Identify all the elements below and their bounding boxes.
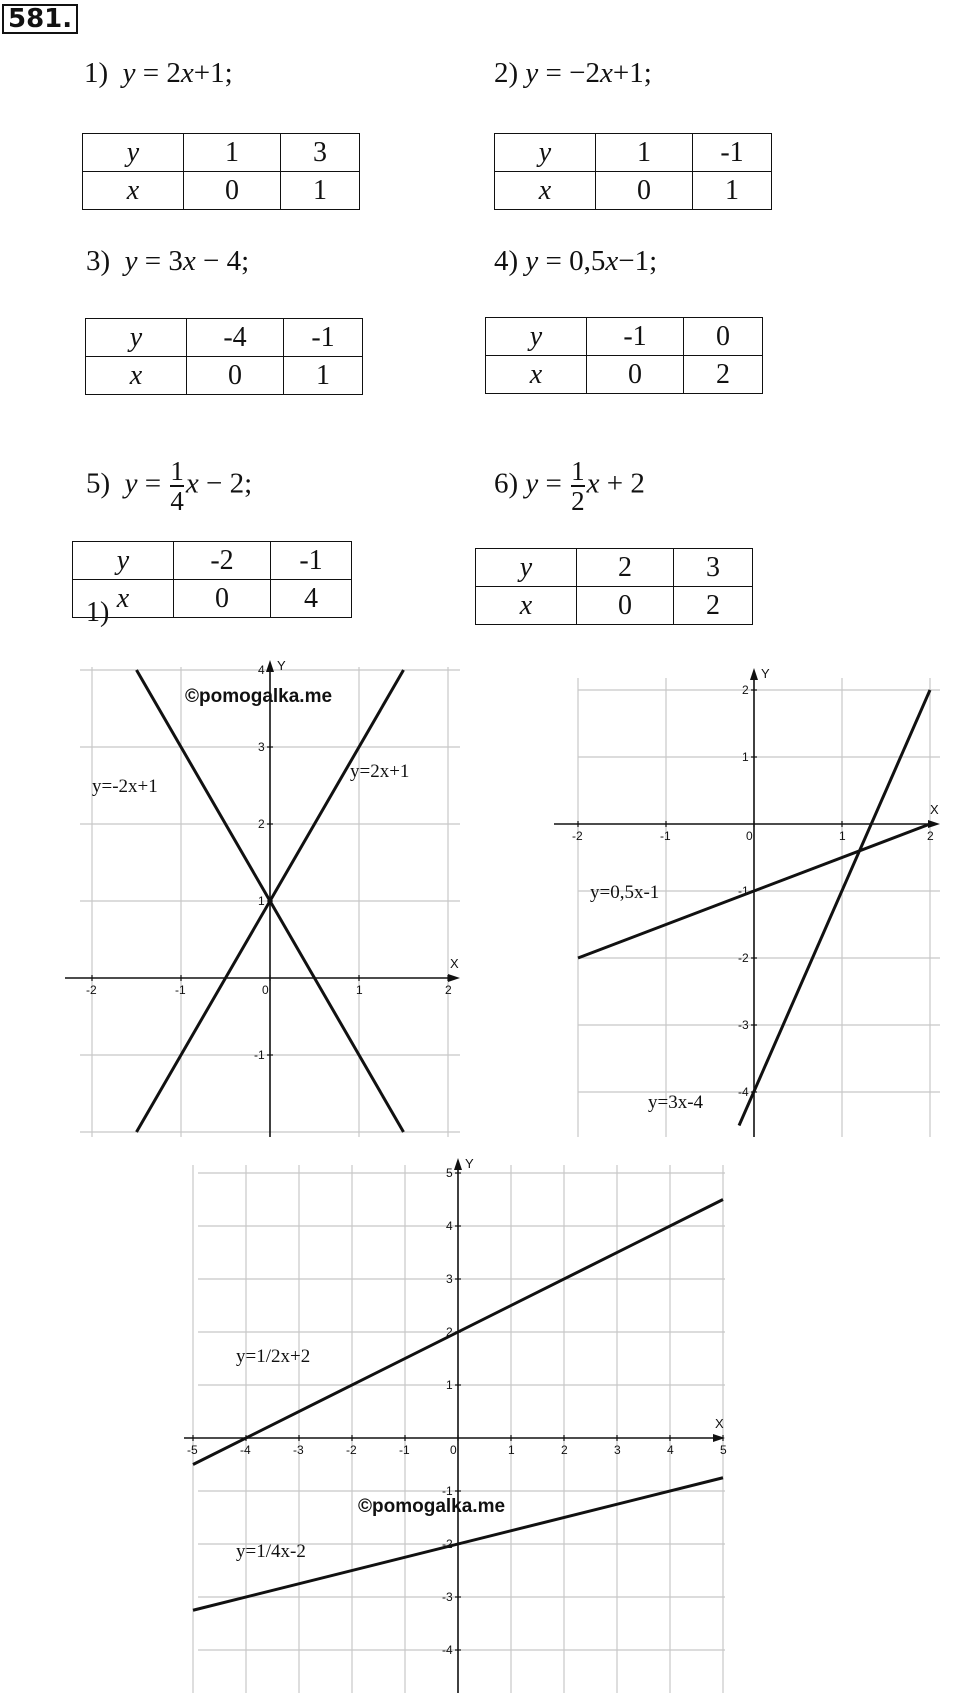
table-row: x 0 1	[495, 172, 772, 210]
y-tick-label: 4	[258, 663, 265, 677]
y-tick-label: 4	[446, 1219, 453, 1233]
gridlines	[193, 1165, 725, 1693]
y-axis-label: Y	[761, 666, 770, 681]
equation-6: 6) y = $\frac{1}{2}$ x + 2	[494, 456, 645, 516]
x-tick-label: -4	[240, 1443, 251, 1457]
y-tick-label: -2	[738, 951, 749, 965]
y-tick-label: 3	[446, 1272, 453, 1286]
y-tick-label: -1	[442, 1484, 453, 1498]
y-axis-arrow	[454, 1158, 462, 1170]
x-tick-label: 0	[262, 983, 269, 997]
x-tick-label: -1	[399, 1443, 410, 1457]
table-row: y -1 0	[486, 318, 763, 356]
x-tick-label: 2	[445, 983, 452, 997]
series-line	[739, 690, 930, 1126]
x-tick-label: -1	[175, 983, 186, 997]
x-axis-label: X	[930, 802, 939, 817]
x-tick-label: 2	[561, 1443, 568, 1457]
y-tick-label: 1	[742, 750, 749, 764]
y-tick-label: -4	[738, 1085, 749, 1099]
value-table-1	[82, 133, 360, 210]
equation-1: 1) y = 2x+1;	[84, 57, 233, 89]
y-tick-label: 1	[446, 1378, 453, 1392]
x-tick-label: 1	[839, 829, 846, 843]
x-tick-label: 2	[927, 829, 934, 843]
table-row: x 0 2	[486, 356, 763, 394]
x-tick-label: 5	[720, 1443, 727, 1457]
chart-lines-1-2	[60, 652, 482, 1137]
y-tick-label: -3	[442, 1590, 453, 1604]
watermark-text: ©pomogalka.me	[185, 686, 333, 707]
y-tick-label: -4	[442, 1643, 453, 1657]
x-axis-arrow	[448, 974, 460, 982]
x-tick-label: 4	[667, 1443, 674, 1457]
value-table-2	[494, 133, 772, 210]
series-label: y=1/4x-2	[236, 1541, 306, 1562]
y-axis-label: Y	[465, 1156, 474, 1171]
y-tick-label: 2	[742, 683, 749, 697]
x-tick-label: 1	[508, 1443, 515, 1457]
table-row: x 0 2	[476, 587, 753, 625]
series-label: y=2x+1	[350, 761, 410, 782]
gridlines	[578, 678, 940, 1137]
series-label: y=1/2x+2	[236, 1346, 311, 1367]
series-label: y=-2x+1	[92, 776, 158, 797]
watermark-text: ©pomogalka.me	[358, 1496, 506, 1517]
x-tick-label: 3	[614, 1443, 621, 1457]
y-axis-label: Y	[277, 658, 286, 673]
table-row: x 0 1	[86, 357, 363, 395]
y-tick-label: -3	[738, 1018, 749, 1032]
series-label: y=3x-4	[648, 1092, 704, 1113]
y-tick-label: -1	[738, 884, 749, 898]
y-tick-label: -1	[254, 1048, 265, 1062]
equation-5: 5) y = $\frac{1}{4}$ x − 2;	[86, 456, 253, 516]
table-row: y 1 -1	[495, 134, 772, 172]
equation-2: 2) y = −2x+1;	[494, 57, 652, 89]
fraction: $\frac{1}{2}$	[571, 456, 585, 516]
x-tick-label: 0	[746, 829, 753, 843]
table-row: y 1 3	[83, 134, 360, 172]
x-tick-label: -1	[660, 829, 671, 843]
fraction: $\frac{1}{4}$	[170, 456, 184, 516]
value-table-5	[72, 541, 352, 618]
equation-3: 3) y = 3x − 4;	[86, 245, 250, 277]
equation-4: 4) y = 0,5x−1;	[494, 245, 658, 277]
x-tick-label: -2	[572, 829, 583, 843]
x-tick-label: -2	[346, 1443, 357, 1457]
x-tick-label: -5	[187, 1443, 198, 1457]
value-table-3	[85, 318, 363, 395]
chart-lines-3-4	[554, 660, 960, 1137]
x-tick-label: 0	[450, 1443, 457, 1457]
table-row: y -4 -1	[86, 319, 363, 357]
y-tick-label: 1	[258, 894, 265, 908]
x-axis-label: X	[715, 1416, 724, 1431]
table-row: x 0 1	[83, 172, 360, 210]
y-tick-label: 2	[446, 1325, 453, 1339]
x-tick-label: 1	[356, 983, 363, 997]
value-table-6	[475, 548, 753, 625]
x-tick-label: -2	[86, 983, 97, 997]
y-tick-label: -2	[442, 1537, 453, 1551]
problem-number: 581.	[2, 4, 78, 34]
table-row: y 2 3	[476, 549, 753, 587]
series-label: y=0,5x-1	[590, 882, 660, 903]
x-axis-label: X	[450, 956, 459, 971]
table-row: x 0 4	[73, 580, 352, 618]
stray-label: 1)	[86, 597, 110, 628]
value-table-4	[485, 317, 763, 394]
y-tick-label: 5	[446, 1166, 453, 1180]
chart-lines-5-6	[180, 1150, 750, 1693]
table-row: y -2 -1	[73, 542, 352, 580]
x-tick-label: -3	[293, 1443, 304, 1457]
y-tick-label: 2	[258, 817, 265, 831]
y-axis-arrow	[750, 668, 758, 680]
y-tick-label: 3	[258, 740, 265, 754]
